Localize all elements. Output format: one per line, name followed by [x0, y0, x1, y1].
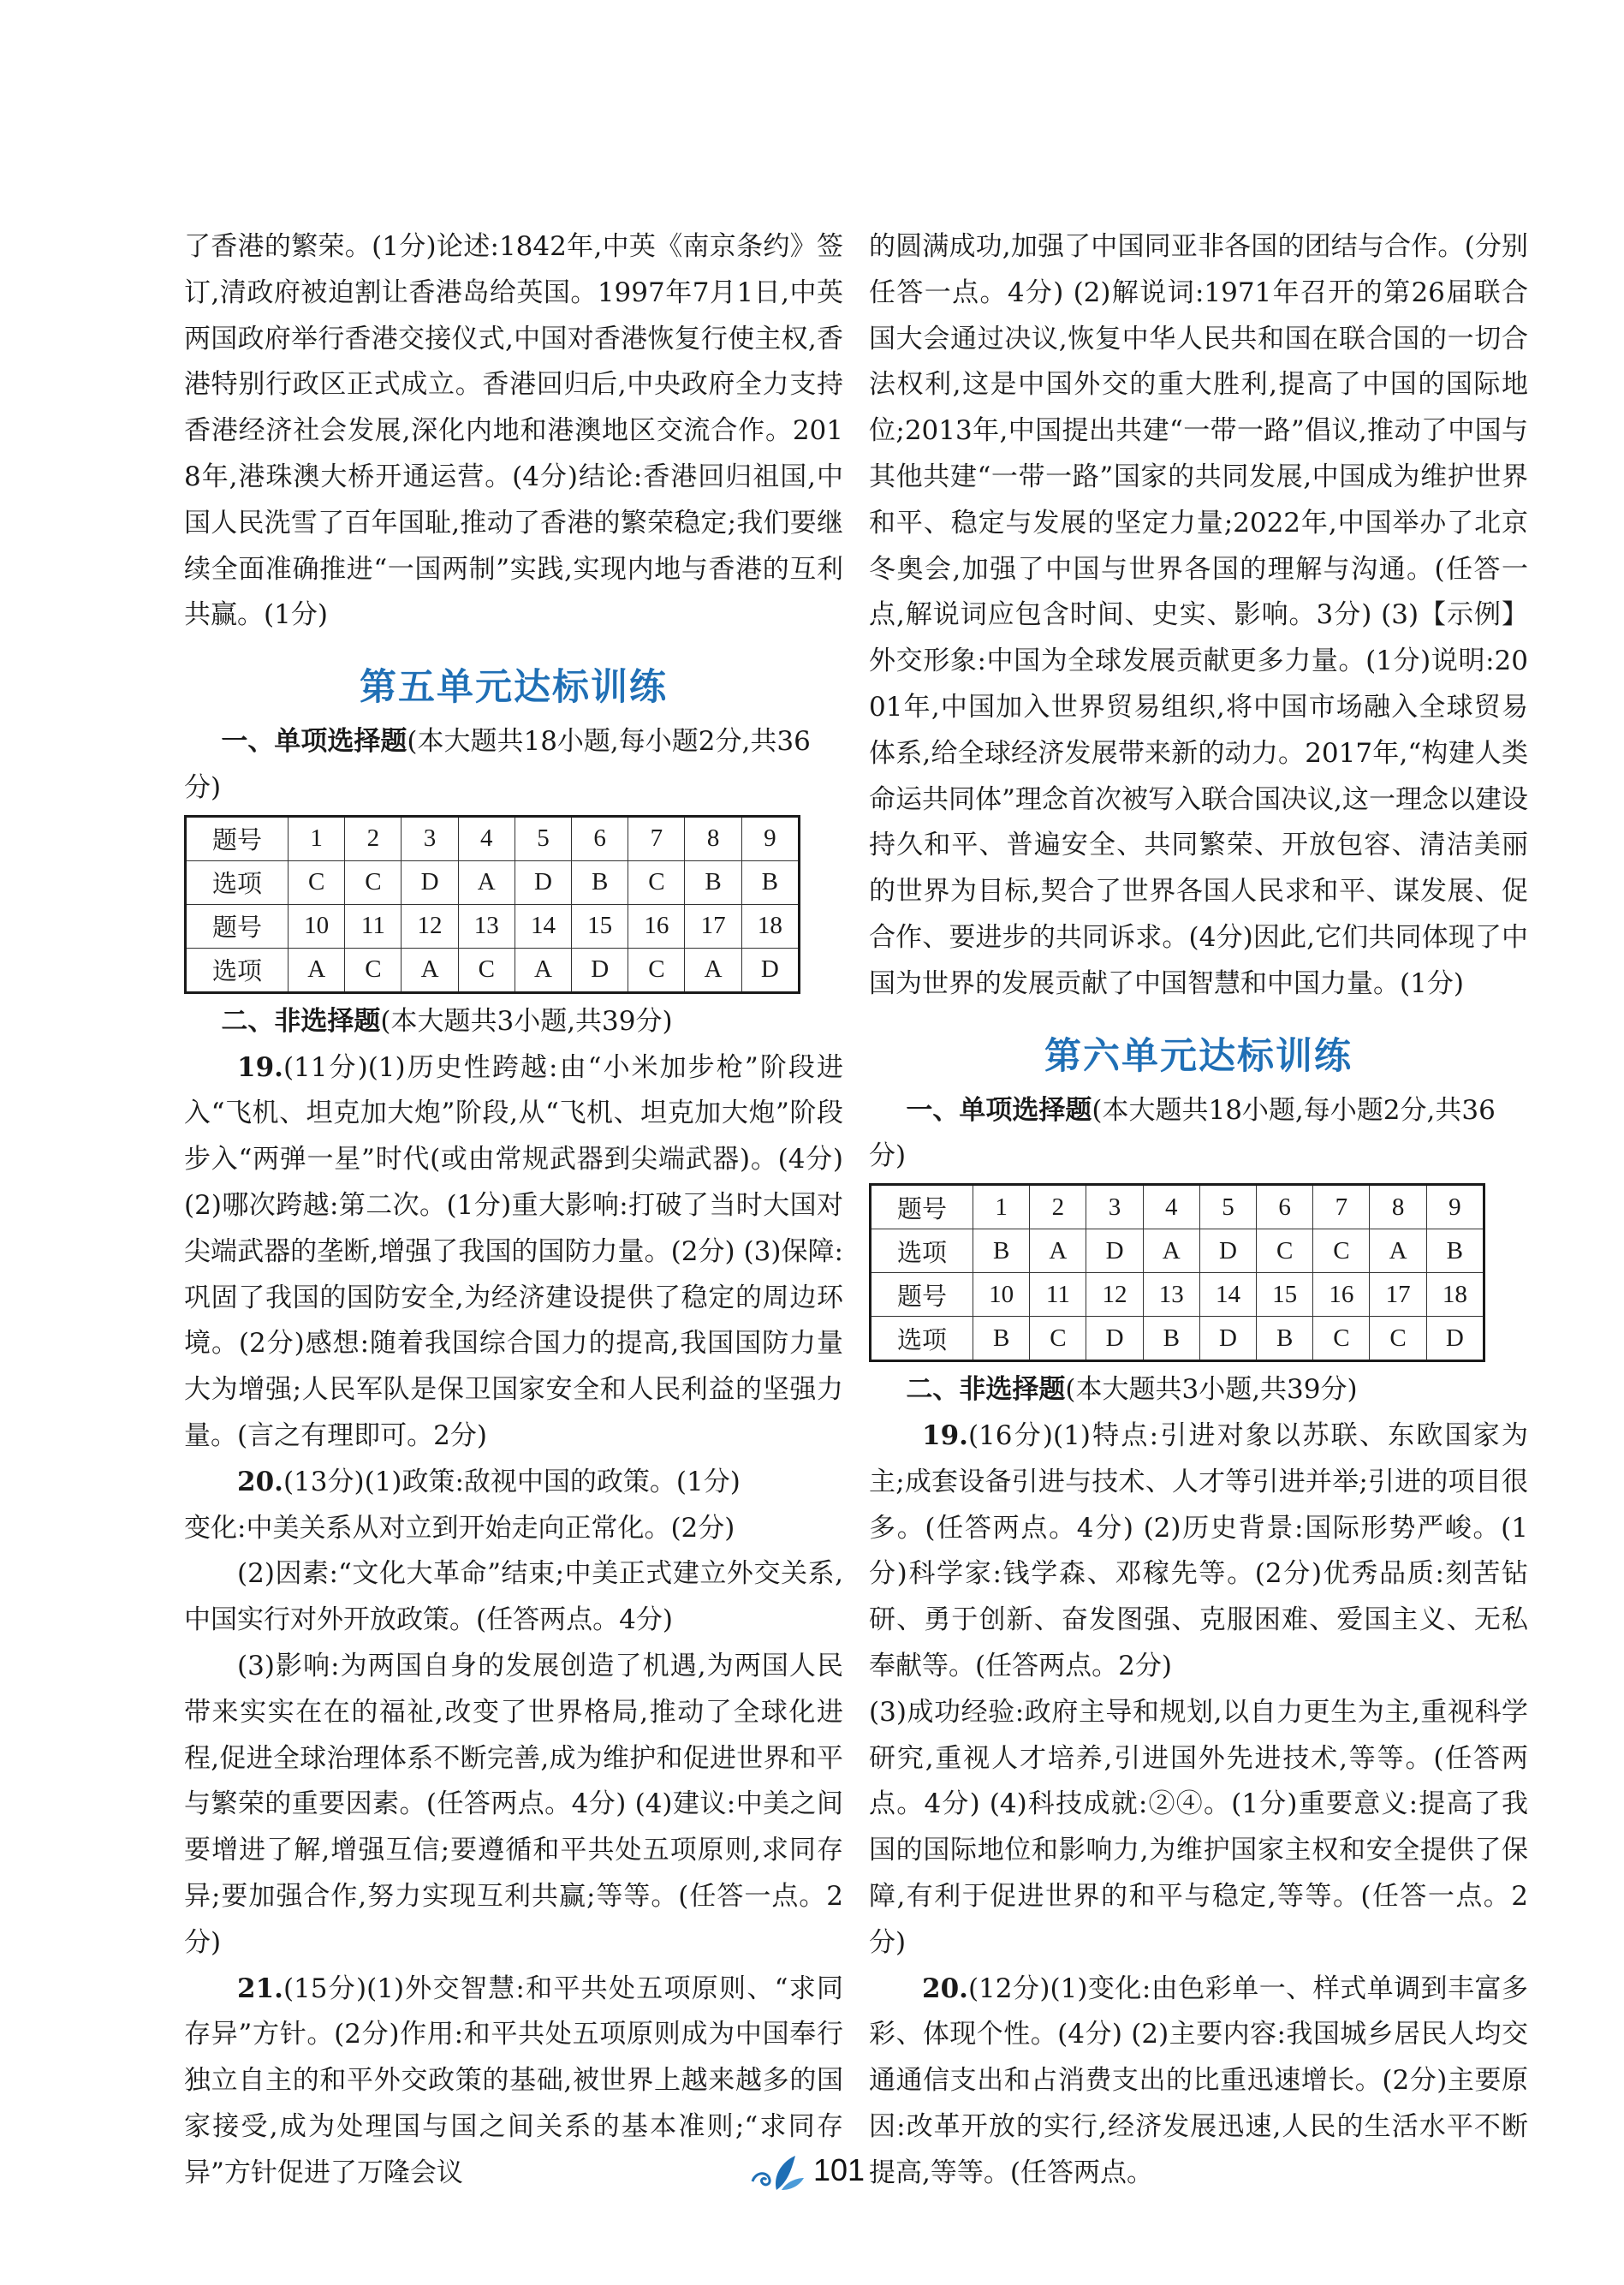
question-number: 10: [289, 904, 345, 948]
unit6-q19-part2: (3)成功经验:政府主导和规划,以自力更生为主,重视科学研究,重视人才培养,引进国外先进技术,等等。(任答两点。4分) (4)科技成就:②④。(1分)重要意义:提高了我国的国际地位和影响力,为维护国家主权和安全提供了保障,有利于促进世界的和平与稳定,等等。(任答一点。2分): [869, 1696, 1528, 1958]
question-number: 1: [289, 816, 345, 860]
question-number: 14: [515, 904, 571, 948]
answer-cell: B: [1143, 1317, 1199, 1361]
answer-cell: C: [1313, 1229, 1370, 1273]
page-footer: [0, 2147, 1624, 2199]
unit6-section2-heading: [869, 1367, 1528, 1413]
answer-cell: B: [1257, 1317, 1313, 1361]
question-number: 7: [628, 816, 685, 860]
row-label: 选项: [186, 860, 289, 904]
answer-cell: B: [1426, 1229, 1484, 1273]
answer-cell: A: [1143, 1229, 1199, 1273]
answer-cell: C: [1370, 1317, 1426, 1361]
answer-text: (11分)(1)历史性跨越:由“小米加步枪”阶段进入“飞机、坦克加大炮”阶段,从“飞机、坦克加大炮”阶段步入“两弹一星”时代(或由常规武器到尖端武器)。(4分) (2)哪次跨越:第二次。(1分)重大影响:打破了当时大国对尖端武器的垄断,增强了我国的国防力量。(2分) (3)保障:巩固了我国的国防安全,为经济建设提供了稳定的周边环境。(2分)感想:随着我国综合国力的提高,我国国防力量大为增强;人民军队是保卫国家安全和人民利益的坚强力量。(言之有理即可。2分): [184, 1051, 843, 1451]
question-number: 5: [1199, 1185, 1256, 1229]
question-number-label: 20.: [237, 1466, 283, 1497]
unit5-section1-heading: [184, 719, 843, 812]
question-number: 2: [1030, 1185, 1086, 1229]
answer-cell: A: [685, 948, 741, 992]
answer-cell: D: [741, 948, 799, 992]
question-number: 6: [572, 816, 628, 860]
table-row: [871, 1317, 1484, 1361]
answer-cell: D: [402, 860, 458, 904]
question-number: 15: [572, 904, 628, 948]
row-label: 题号: [186, 904, 289, 948]
answer-text: (13分)(1)政策:敌视中国的政策。(1分): [283, 1466, 741, 1497]
question-number: 7: [1313, 1185, 1370, 1229]
question-number: 16: [1313, 1273, 1370, 1317]
unit5-title: 第五单元达标训练: [360, 666, 668, 710]
question-number: 15: [1257, 1273, 1313, 1317]
table-row: [186, 860, 800, 904]
question-number: 3: [1086, 1185, 1143, 1229]
unit6-section2-lead: 二、非选择题: [906, 1374, 1066, 1406]
answer-cell: C: [628, 948, 685, 992]
question-number: 2: [345, 816, 402, 860]
answer-cell: B: [973, 1229, 1030, 1273]
answer-cell: C: [1030, 1317, 1086, 1361]
question-number: 13: [1143, 1273, 1199, 1317]
answer-cell: C: [628, 860, 685, 904]
question-number: 12: [402, 904, 458, 948]
answer-cell: D: [515, 860, 571, 904]
answer-cell: B: [572, 860, 628, 904]
unit5-section2-note: (本大题共3小题,共39分): [380, 1005, 673, 1037]
unit6-section2-note: (本大题共3小题,共39分): [1065, 1374, 1358, 1406]
question-number: 16: [628, 904, 685, 948]
question-number-label: 19.: [237, 1051, 283, 1083]
unit5-q19: [184, 1045, 843, 1460]
answer-cell: C: [1257, 1229, 1313, 1273]
question-number-label: 20.: [922, 1973, 968, 2004]
answer-cell: C: [345, 948, 402, 992]
question-number: 10: [973, 1273, 1030, 1317]
question-number-label: 19.: [922, 1419, 968, 1451]
answer-cell: A: [289, 948, 345, 992]
question-number: 17: [685, 904, 741, 948]
unit5-section1-note: (本大题共18小题,每小题2分,共36分): [184, 726, 811, 803]
unit6-section1-heading: [869, 1088, 1528, 1181]
question-number: 14: [1199, 1273, 1256, 1317]
answer-cell: B: [741, 860, 799, 904]
question-number: 11: [1030, 1273, 1086, 1317]
answer-cell: D: [572, 948, 628, 992]
question-number: 1: [973, 1185, 1030, 1229]
answer-text: (12分)(1)变化:由色彩单一、样式单调到丰富多彩、体现个性。(4分) (2)主要内容:我国城乡居民人均交通通信支出和占消费支出的比重迅速增长。(2分)主要原因:改革开放的实行,经济发展迅速,人民的生活水平不断提高,等等。(任答两点。: [869, 1973, 1528, 2188]
question-number: 11: [345, 904, 402, 948]
row-label: 选项: [871, 1317, 973, 1361]
unit6-q19: [869, 1413, 1528, 1690]
question-number-label: 21.: [237, 1973, 283, 2004]
question-number: 18: [1426, 1273, 1484, 1317]
unit5-q20: [184, 1460, 843, 1506]
answer-cell: C: [458, 948, 515, 992]
table-row: [186, 904, 800, 948]
unit5-q20-part2: 变化:中美关系从对立到开始走向正常化。(2分): [184, 1512, 735, 1544]
unit5-section1-lead: 一、单项选择题: [221, 726, 407, 758]
right-column: [869, 224, 1528, 2196]
question-number: 8: [685, 816, 741, 860]
unit5-section2-lead: 二、非选择题: [221, 1005, 381, 1037]
answer-text: (16分)(1)特点:引进对象以苏联、东欧国家为主;成套设备引进与技术、人才等引进并举;引进的项目很多。(任答两点。4分) (2)历史背景:国际形势严峻。(1分)科学家:钱学森、邓稼先等。(2分)优秀品质:刻苦钻研、勇于创新、奋发图强、克服困难、爱国主义、无私奉献等。(任答两点。2分): [869, 1419, 1528, 1681]
question-number: 18: [741, 904, 799, 948]
table-row: [871, 1273, 1484, 1317]
row-label: 题号: [871, 1273, 973, 1317]
row-label: 选项: [186, 948, 289, 992]
table-row: [186, 816, 800, 860]
question-number: 5: [515, 816, 571, 860]
answer-cell: A: [1030, 1229, 1086, 1273]
wave-leaf-logo-icon: [747, 2152, 807, 2193]
answer-cell: A: [458, 860, 515, 904]
table-row: [186, 948, 800, 992]
answer-cell: B: [973, 1317, 1030, 1361]
page-number: 101: [813, 2152, 866, 2187]
answer-cell: D: [1086, 1229, 1143, 1273]
answer-cell: B: [685, 860, 741, 904]
answer-cell: D: [1199, 1229, 1256, 1273]
question-number: 4: [1143, 1185, 1199, 1229]
answer-cell: D: [1199, 1317, 1256, 1361]
continued-paragraph: 的圆满成功,加强了中国同亚非各国的团结与合作。(分别任答一点。4分) (2)解说词:1971年召开的第26届联合国大会通过决议,恢复中华人民共和国在联合国的一切合法权利,这是中国外交的重大胜利,提高了中国的国际地位;2013年,中国提出共建“一带一路”倡议,推动了中国与其他共建“一带一路”国家的共同发展,中国成为维护世界和平、稳定与发展的坚定力量;2022年,中国举办了北京冬奥会,加强了中国与世界各国的理解与沟通。(任答一点,解说词应包含时间、史实、影响。3分) (3)【示例】外交形象:中国为全球发展贡献更多力量。(1分)说明:2001年,中国加入世界贸易组织,将中国市场融入全球贸易体系,给全球经济发展带来新的动力。2017年,“构建人类命运共同体”理念首次被写入联合国决议,这一理念以建设持久和平、普遍安全、共同繁荣、开放包容、清洁美丽的世界为目标,契合了世界各国人民求和平、谋发展、促合作、要进步的共同诉求。(4分)因此,它们共同体现了中国为世界的发展贡献了中国智慧和中国力量。(1分): [869, 231, 1528, 999]
question-number: 4: [458, 816, 515, 860]
question-number: 3: [402, 816, 458, 860]
answer-cell: C: [1313, 1317, 1370, 1361]
unit5-q20-part3: (2)因素:“文化大革命”结束;中美正式建立外交关系,中国实行对外开放政策。(任答两点。4分): [184, 1558, 843, 1636]
left-column: [184, 224, 843, 2196]
table-row: [871, 1185, 1484, 1229]
question-number: 9: [741, 816, 799, 860]
intro-paragraph: 了香港的繁荣。(1分)论述:1842年,中英《南京条约》签订,清政府被迫割让香港岛给英国。1997年7月1日,中英两国政府举行香港交接仪式,中国对香港恢复行使主权,香港特别行政区正式成立。香港回归后,中央政府全力支持香港经济社会发展,深化内地和港澳地区交流合作。2018年,港珠澳大桥开通运营。(4分)结论:香港回归祖国,中国人民洗雪了百年国耻,推动了香港的繁荣稳定;我们要继续全面准确推进“一国两制”实践,实现内地与香港的互利共赢。(1分): [184, 231, 843, 631]
table-row: [871, 1229, 1484, 1273]
unit6-title: 第六单元达标训练: [1044, 1034, 1353, 1078]
answer-cell: A: [402, 948, 458, 992]
answer-cell: A: [515, 948, 571, 992]
unit5-q20-part4: (3)影响:为两国自身的发展创造了机遇,为两国人民带来实实在在的福祉,改变了世界格局,推动了全球化进程,促进全球治理体系不断完善,成为维护和促进世界和平与繁荣的重要因素。(任答两点。4分) (4)建议:中美之间要增进了解,增强互信;要遵循和平共处五项原则,求同存异;要加强合作,努力实现互利共赢;等等。(任答一点。2分): [184, 1650, 843, 1958]
unit6-answer-table: [869, 1183, 1485, 1362]
unit5-answer-table: [184, 815, 800, 994]
question-number: 13: [458, 904, 515, 948]
question-number: 8: [1370, 1185, 1426, 1229]
answer-cell: D: [1086, 1317, 1143, 1361]
row-label: 选项: [871, 1229, 973, 1273]
unit5-section2-heading: [184, 999, 843, 1045]
answer-cell: A: [1370, 1229, 1426, 1273]
question-number: 9: [1426, 1185, 1484, 1229]
row-label: 题号: [186, 816, 289, 860]
unit6-section1-note: (本大题共18小题,每小题2分,共36分): [869, 1094, 1496, 1172]
answer-cell: D: [1426, 1317, 1484, 1361]
answer-cell: C: [289, 860, 345, 904]
row-label: 题号: [871, 1185, 973, 1229]
question-number: 17: [1370, 1273, 1426, 1317]
question-number: 6: [1257, 1185, 1313, 1229]
question-number: 12: [1086, 1273, 1143, 1317]
answer-text: (15分)(1)外交智慧:和平共处五项原则、“求同存异”方针。(2分)作用:和平共处五项原则成为中国奉行独立自主的和平外交政策的基础,被世界上越来越多的国家接受,成为处理国与国之间关系的基本准则;“求同存异”方针促进了万隆会议: [184, 1973, 843, 2188]
answer-cell: C: [345, 860, 402, 904]
unit6-section1-lead: 一、单项选择题: [906, 1094, 1092, 1126]
